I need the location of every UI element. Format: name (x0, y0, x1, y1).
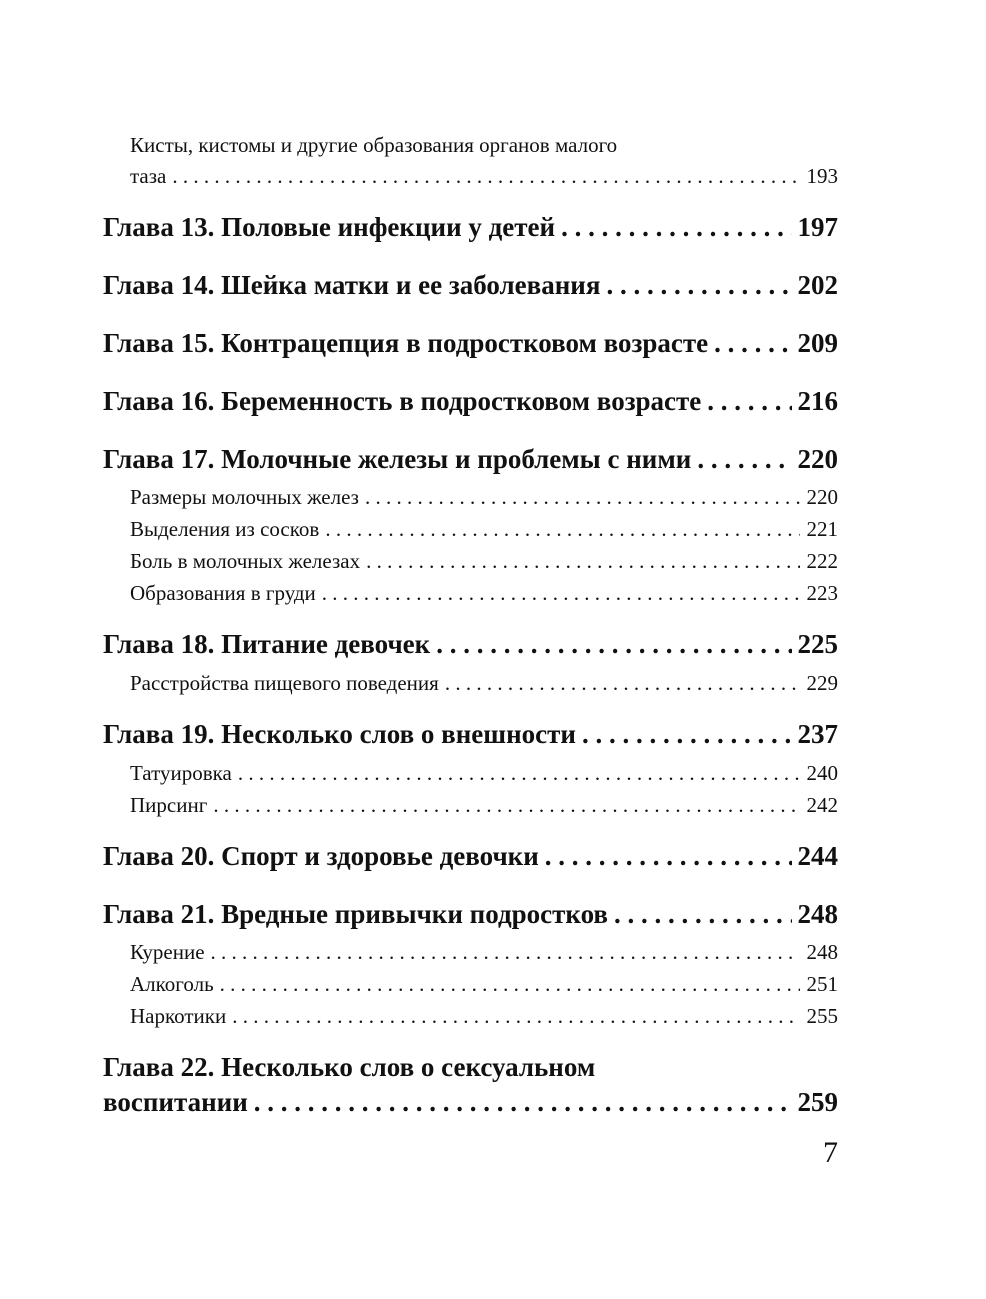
toc-entry[interactable] (130, 164, 838, 189)
toc-chapter[interactable] (103, 270, 838, 301)
toc-entry-page: 221 (806, 517, 838, 541)
toc-chapter-page: 209 (797, 328, 838, 358)
toc-entry-label: Образования в груди (130, 581, 316, 605)
dot-leader (365, 485, 800, 510)
toc-entry-page: 193 (806, 164, 838, 188)
toc-entry-page: 242 (806, 793, 838, 817)
toc-entry[interactable] (130, 793, 838, 818)
toc-entry-page: 248 (806, 940, 838, 964)
toc-entry-label: Алкоголь (130, 972, 214, 996)
toc-entry-label: таза (130, 164, 167, 188)
toc-entry[interactable] (130, 940, 838, 965)
toc-chapter-page: 244 (797, 841, 838, 871)
toc-chapter[interactable] (103, 1087, 838, 1118)
toc-chapter[interactable] (103, 212, 838, 243)
dot-leader (445, 671, 800, 696)
dot-leader (220, 972, 800, 997)
toc-entry-label: Размеры молочных желез (130, 485, 359, 509)
toc-entry-line1: Кисты, кистомы и другие образования органов малого (130, 133, 618, 157)
toc-chapter-label: Глава 17. Молочные железы и проблемы с ними (103, 444, 692, 474)
dot-leader (172, 164, 800, 189)
dot-leader (714, 328, 791, 359)
toc-entry[interactable] (130, 517, 838, 542)
dot-leader (211, 940, 800, 965)
toc-chapter-page: 259 (797, 1087, 838, 1117)
dot-leader (322, 581, 800, 606)
toc-chapter-page: 202 (797, 270, 838, 300)
toc-entry-page: 251 (806, 972, 838, 996)
toc-chapter[interactable] (103, 719, 838, 750)
toc-entry-label: Татуировка (130, 761, 232, 785)
toc-chapter[interactable] (103, 629, 838, 660)
toc-entry[interactable] (130, 581, 838, 606)
dot-leader (254, 1087, 792, 1118)
toc-entry[interactable] (130, 972, 838, 997)
toc-chapter[interactable] (103, 386, 838, 417)
toc-chapter-page: 216 (797, 386, 838, 416)
toc-entry[interactable] (130, 1004, 838, 1029)
toc-entry-page: 229 (806, 671, 838, 695)
dot-leader (436, 629, 791, 660)
dot-leader (238, 761, 800, 786)
dot-leader (325, 517, 800, 542)
toc-chapter[interactable] (103, 328, 838, 359)
toc-entry-label: Пирсинг (130, 793, 208, 817)
toc-entry[interactable] (130, 549, 838, 574)
toc-entry-page: 220 (806, 485, 838, 509)
toc-entry-label: Наркотики (130, 1004, 227, 1028)
dot-leader (561, 212, 791, 243)
dot-leader (232, 1004, 800, 1029)
dot-leader (707, 386, 791, 417)
toc-chapter-page: 237 (797, 719, 838, 749)
toc-chapter[interactable] (103, 899, 838, 930)
toc-entry[interactable] (130, 485, 838, 510)
toc-chapter[interactable] (103, 444, 838, 475)
page-number: 7 (823, 1136, 838, 1169)
toc-entry-label: Боль в молочных железах (130, 549, 361, 573)
dot-leader (614, 899, 792, 930)
toc-chapter-label: Глава 18. Питание девочек (103, 629, 431, 659)
dot-leader (697, 444, 791, 475)
toc-entry-page: 223 (806, 581, 838, 605)
dot-leader (582, 719, 792, 750)
dot-leader (366, 549, 800, 574)
toc-entry-page: 255 (806, 1004, 838, 1028)
toc-chapter-label: Глава 16. Беременность в подростковом возрасте (103, 386, 702, 416)
toc-chapter-label: Глава 20. Спорт и здоровье девочки (103, 841, 539, 871)
toc-chapter-line1: Глава 22. Несколько слов о сексуальном (103, 1052, 596, 1082)
toc-entry-label: Расстройства пищевого поведения (130, 671, 439, 695)
toc-chapter-label: Глава 13. Половые инфекции у детей (103, 212, 556, 242)
toc-chapter-label: Глава 21. Вредные привычки подростков (103, 899, 608, 929)
toc-chapter-label: Глава 19. Несколько слов о внешности (103, 719, 576, 749)
toc-chapter-page: 197 (797, 212, 838, 242)
toc-entry[interactable] (130, 671, 838, 696)
toc-entry-label: Курение (130, 940, 205, 964)
toc-chapter-page: 225 (797, 629, 838, 659)
dot-leader (606, 270, 791, 301)
toc-entry[interactable] (130, 761, 838, 786)
toc-chapter-label: Глава 15. Контрацепция в подростковом возрасте (103, 328, 709, 358)
toc-entry-page: 222 (806, 549, 838, 573)
toc-entry-label: Выделения из сосков (130, 517, 320, 541)
toc-chapter-page: 248 (797, 899, 838, 929)
dot-leader (213, 793, 800, 818)
toc-chapter-label: Глава 14. Шейка матки и ее заболевания (103, 270, 601, 300)
toc-entry-page: 240 (806, 761, 838, 785)
toc-chapter[interactable] (103, 841, 838, 872)
toc-chapter-page: 220 (797, 444, 838, 474)
toc-chapter-label: воспитании (103, 1087, 248, 1117)
dot-leader (545, 841, 792, 872)
